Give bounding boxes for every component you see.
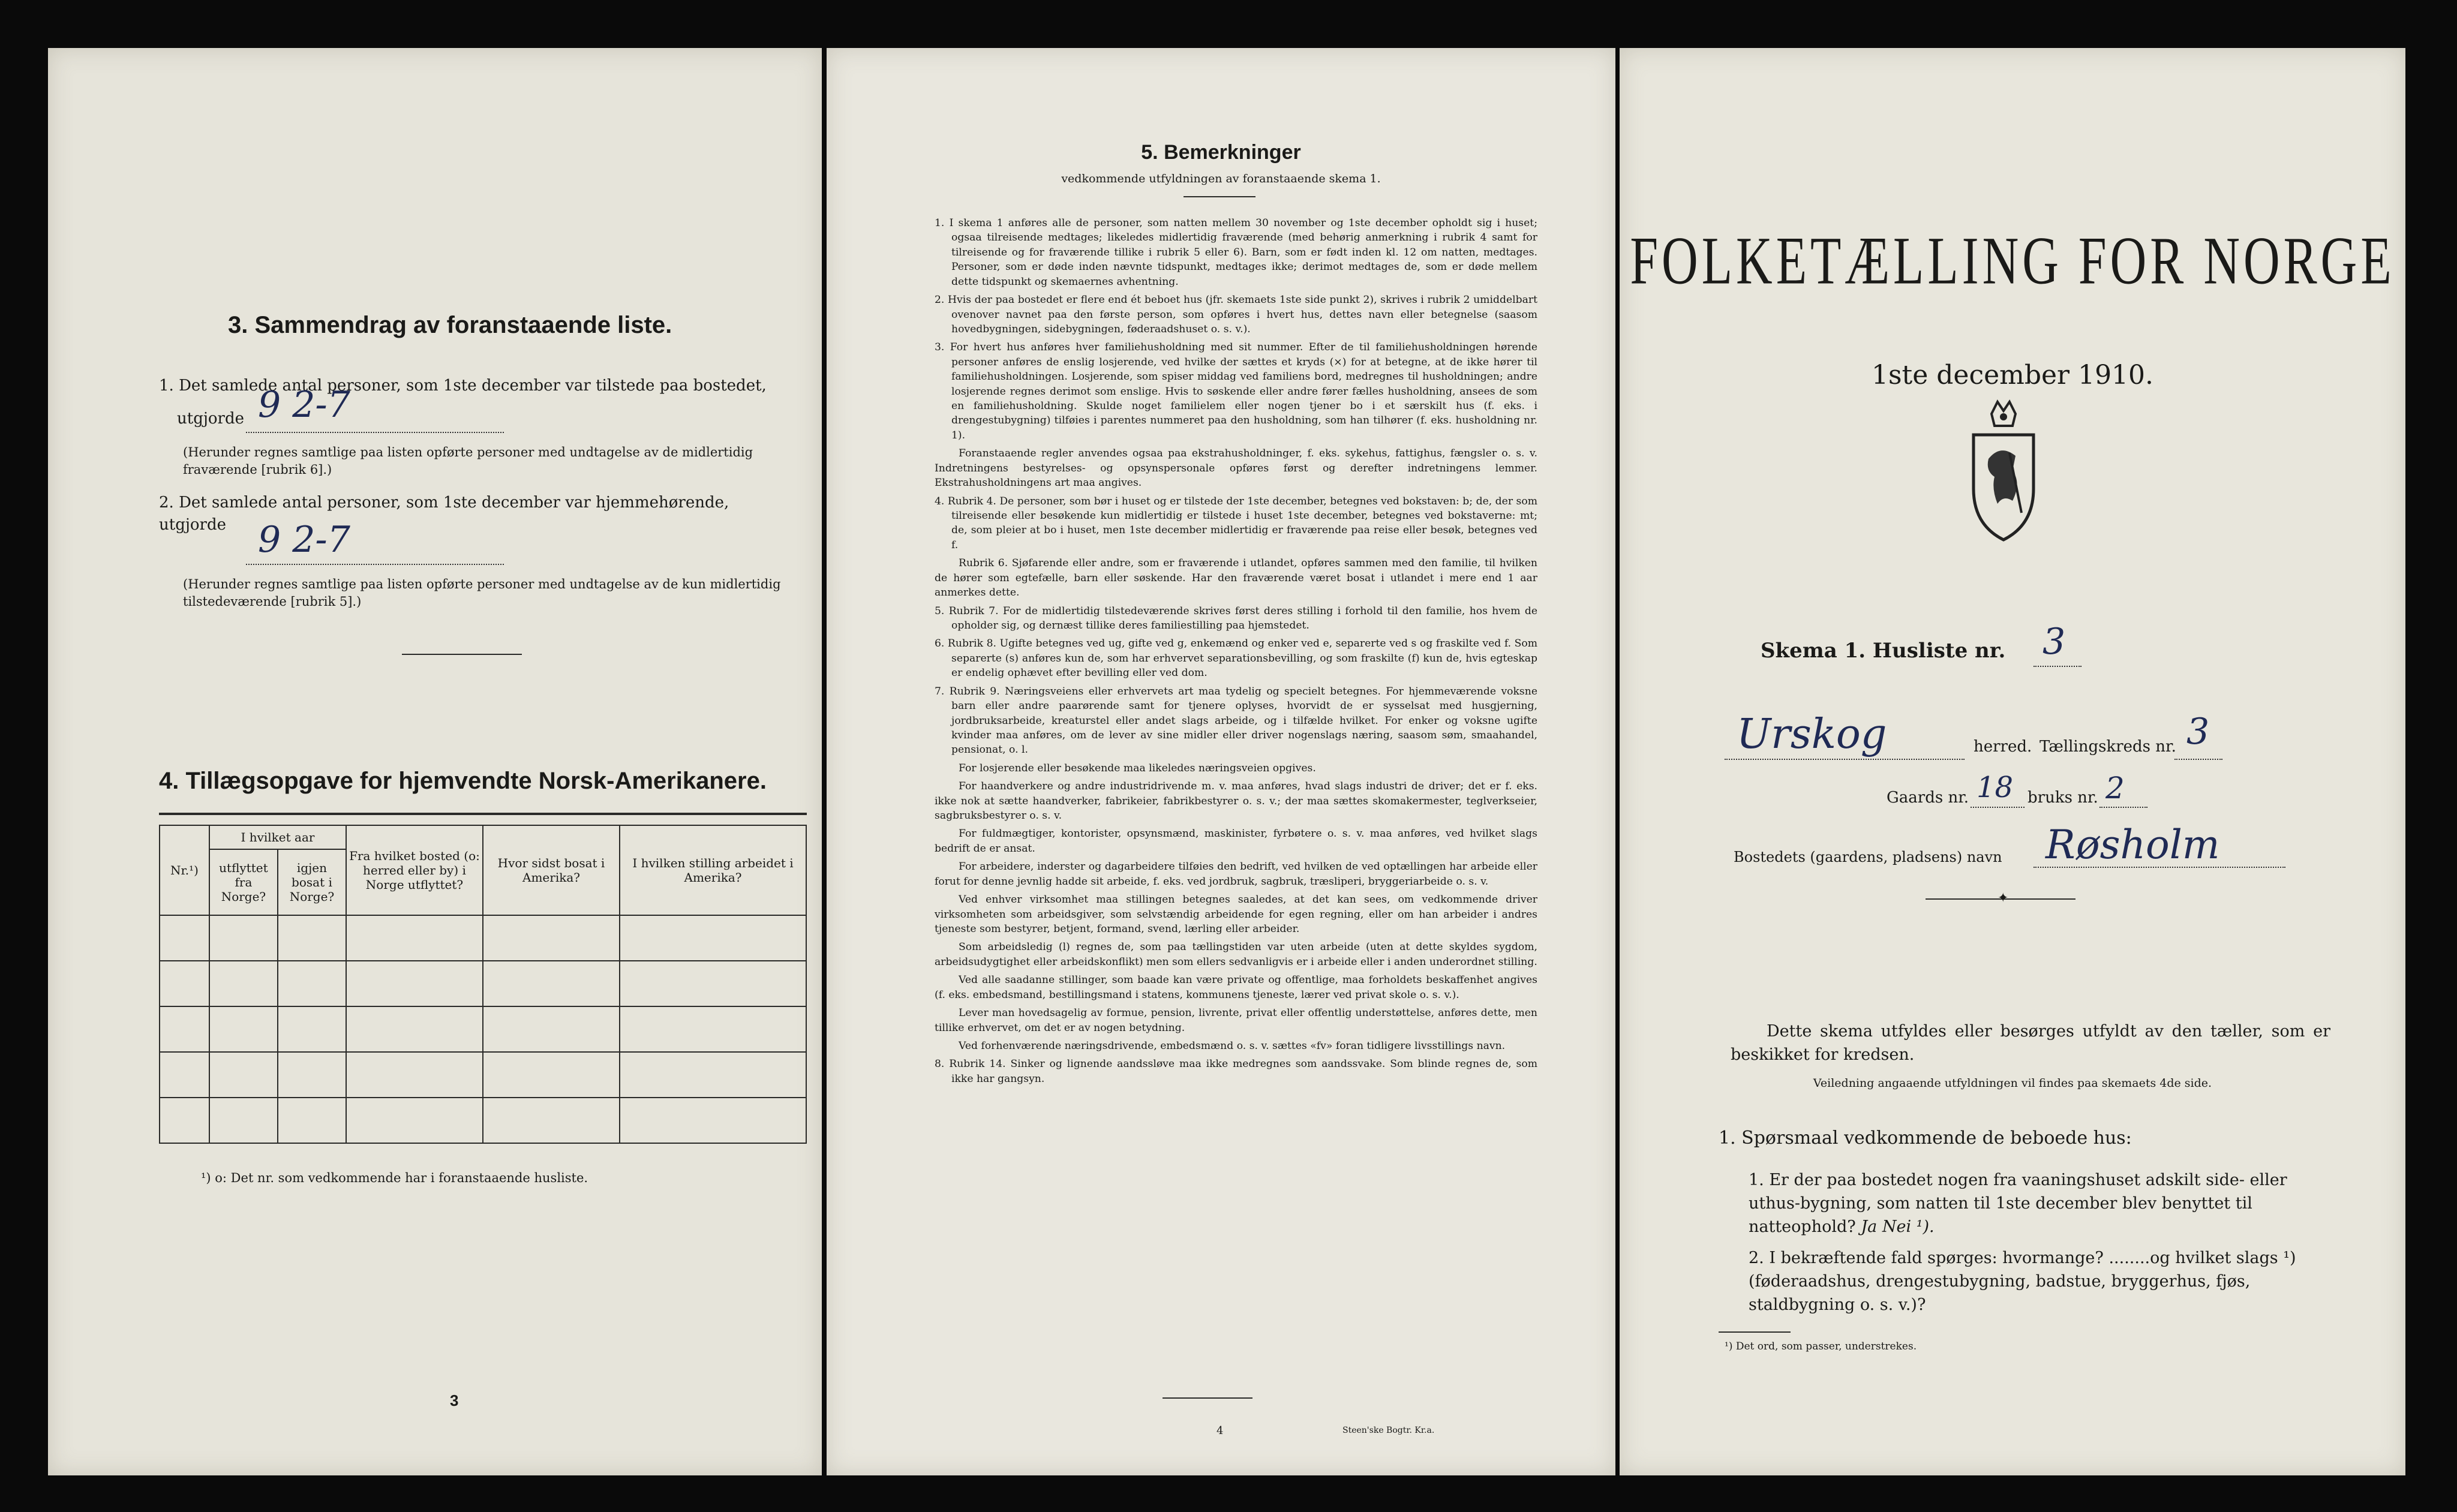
census-title: FOLKETÆLLING FOR NORGE	[1630, 223, 2395, 299]
bosted-line	[2034, 867, 2285, 868]
remark-paragraph: Ved enhver virksomhet maa stillingen betegnes saaledes, at det kan sees, om vedkommende driver virksomheten som arbeidsgiver, som selvstændig arbeidende for egen regning, eller om han arbeider i andres tjeneste som bestyrer, betjent, formand, svend, lærling eller arbeider.	[935, 894, 1537, 935]
remarks-list	[935, 216, 1537, 1090]
summary-item-1	[159, 375, 789, 397]
table-footnote: ¹) o: Det nr. som vedkommende har i foranstaaende husliste.	[201, 1171, 588, 1185]
bemerkninger-subtitle: vedkommende utfyldningen av foranstaaende skema 1.	[1061, 172, 1381, 185]
remark-paragraph: Foranstaaende regler anvendes ogsaa paa ekstrahusholdninger, f. eks. sykehus, fattighus, fængsler o. s. v. Indretningens bestyrelses- og opsynspersonale opføres først og derefter indretningens lemmer. Ekstrahusholdningens art maa angives.	[935, 447, 1537, 489]
remark-paragraph: 4. Rubrik 4. De personer, som bør i huset og er tilstede der 1ste december, betegnes ved bokstaven: b; de, der som tilreisende eller besøkende kun midlertidig er tilstede i huset 1ste december, betegnes ved bokstaverne: mt; de, som pleier at bo i huset, men 1ste december midlertidig er fraværende paa reise eller besøk, betegnes ved f.	[935, 495, 1537, 551]
footnote-divider	[1719, 1331, 1791, 1333]
col-hvor: Hvor sidst bosat i Amerika?	[483, 825, 620, 915]
kreds-line	[2174, 759, 2222, 760]
section3-title: 3. Sammendrag av foranstaaende liste.	[228, 312, 672, 338]
gaards-value: 18	[1977, 771, 2014, 804]
remark-paragraph: 8. Rubrik 14. Sinker og lignende aandssløve maa ikke medregnes som aandssvake. Som blinde regnes de, som ikke har gangsyn.	[935, 1058, 1537, 1085]
col-fra: Fra hvilket bosted (o: herred eller by) i Norge utflyttet?	[346, 825, 483, 915]
table-row	[160, 1006, 806, 1052]
divider	[402, 654, 522, 655]
item2-text: 2. Det samlede antal personer, som 1ste december var hjemmehørende, utgjorde	[159, 494, 729, 534]
table-top-rule	[159, 813, 807, 815]
ornament-icon: ✦	[1998, 891, 2009, 906]
title-divider	[1184, 196, 1255, 197]
page-left	[48, 48, 822, 1475]
remark-paragraph: Rubrik 6. Sjøfarende eller andre, som er fraværende i utlandet, opføres sammen med den familie, til hvilken de hører som egtefælle, barn eller søskende. Har den fraværende været bosat i utlandet i mere end 1 aar anmerkes dette.	[935, 557, 1537, 599]
page-number-3: 3	[450, 1391, 459, 1409]
footnote: ¹) Det ord, som passer, understrekes.	[1725, 1340, 1917, 1352]
col-stilling: I hvilken stilling arbeidet i Amerika?	[620, 825, 806, 915]
table-row	[160, 961, 806, 1006]
census-date: 1ste december 1910.	[1871, 360, 2154, 390]
herred-value: Urskog	[1737, 711, 1887, 758]
remark-paragraph: 7. Rubrik 9. Næringsveiens eller erhvervets art maa tydelig og specielt betegnes. For hjemmeværende voksne barn eller andre paarørende samt for tjenere oplyses, hvorvidt de er sysselsat med husgjerning, jordbruksarbeide, kreaturstel eller andet slags arbeide, og i tilfælde hvilket. For enker og voksne ugifte kvinder maa anføres, om de lever av sine midler eller driver nogenslags næring, saasom søm, smaahandel, pensionat, o. l.	[935, 685, 1537, 756]
herred-line	[1725, 759, 1965, 760]
printer-mark: Steen'ske Bogtr. Kr.a.	[1342, 1426, 1435, 1435]
item1-dotted-line	[246, 432, 504, 433]
item2-note: (Herunder regnes samtlige paa listen opførte personer med undtagelse av de kun midlertidig tilstedeværende [rubrik 5].)	[183, 577, 781, 609]
question-1	[1749, 1168, 2324, 1239]
col-igjen: igjen bosat i Norge?	[278, 849, 346, 915]
remark-paragraph: Som arbeidsledig (l) regnes de, som paa tællingstiden var uten arbeide (uten at dette skyldes sygdom, arbeidsudygtighet eller arbeidskonflikt) men som ellers sedvanligvis er i arbeide eller i anden underordnet stilling.	[935, 941, 1537, 968]
skema-label: Skema 1. Husliste nr.	[1761, 639, 2006, 663]
norsk-amerikaner-table	[159, 825, 807, 1144]
bosted-label: Bostedets (gaardens, pladsens) navn	[1734, 849, 2002, 865]
husliste-number: 3	[2043, 621, 2066, 663]
section4-title: 4. Tillægsopgave for hjemvendte Norsk-Amerikanere.	[159, 768, 767, 794]
remark-paragraph: Ved forhenværende næringsdrivende, embedsmænd o. s. v. sættes «fv» foran tidligere livsstillings navn.	[959, 1039, 1506, 1052]
table-row	[160, 1098, 806, 1143]
item1-utgjorde: utgjorde	[177, 410, 245, 428]
page-right	[1620, 48, 2405, 1475]
remark-paragraph: For arbeidere, inderster og dagarbeidere tilføies den bedrift, ved hvilken de ved optællingen har arbeide eller forut for denne jevnlig hadde sit arbeide, f. eks. ved jordbruk, sagbruk, træsliperi, bryggeriarbeide o. s. v.	[935, 861, 1537, 888]
kreds-value: 3	[2186, 711, 2210, 753]
herred-label: herred.	[1974, 738, 2032, 756]
bruks-line	[2099, 807, 2147, 808]
remark-paragraph: 1. I skema 1 anføres alle de personer, som natten mellem 30 november og 1ste december opholdt sig i huset; ogsaa tilreisende medtages; likeledes midlertidig fraværende (med behørig anmerkning i rubrik 4 samt for tilreisende og for fraværende tillike i rubrik 5 eller 6). Barn, som er født inden kl. 12 om natten, medtages. Personer, som er døde inden nævnte tidspunkt, medtages ikke; derimot medtages de, som er døde mellem dette tidspunkt og skemaernes avhentning.	[935, 217, 1537, 288]
coat-of-arms-icon	[1965, 399, 2043, 543]
gaards-label: Gaards nr.	[1887, 789, 1969, 807]
remark-paragraph: 5. Rubrik 7. For de midlertidig tilstedeværende skrives først deres stilling i forhold til den familie, hos hvem de opholder sig, og dernæst tillike deres familiestilling paa hjemstedet.	[935, 605, 1537, 632]
page-number-4: 4	[1217, 1424, 1224, 1437]
item1-text: 1. Det samlede antal personer, som 1ste december var tilstede paa bostedet,	[159, 377, 767, 395]
table-row	[160, 915, 806, 961]
remark-paragraph: For haandverkere og andre industridrivende m. v. maa anføres, hvad slags industri de driver; det er f. eks. ikke nok at sætte haandverker, fabrikeier, fabrikbestyrer o. s. v.; der maa sættes skomakermester, teglverkseier, sagbruksbestyrer o. s. v.	[935, 780, 1537, 822]
col-utflyttet: utflyttet fra Norge?	[209, 849, 278, 915]
item1-handwritten-value: 9 2-7	[258, 384, 350, 426]
remark-paragraph: Lever man hovedsagelig av formue, pension, livrente, privat eller offentlig understøttelse, anføres dette, men tillike erhvervet, om det er av nogen betydning.	[935, 1007, 1537, 1034]
item2-handwritten-value: 9 2-7	[258, 519, 350, 561]
item2-dotted-line	[246, 564, 504, 565]
kreds-label: Tællingskreds nr.	[2040, 738, 2176, 756]
bosted-value: Røsholm	[2046, 822, 2220, 868]
page-middle	[827, 48, 1615, 1475]
question-1-text: 1. Er der paa bostedet nogen fra vaaningshuset adskilt side- eller uthus-bygning, som natten til 1ste december blev benyttet til natteophold?	[1749, 1171, 2287, 1237]
questions-heading: 1. Spørsmaal vedkommende de beboede hus:	[1719, 1128, 2132, 1149]
remark-paragraph: 6. Rubrik 8. Ugifte betegnes ved ug, gifte ved g, enkemænd og enker ved e, separerte ved s og fraskilte ved f. Som separerte (s) anføres kun de, som har erhvervet separationsbevilling, og som fraskilte (f) kun de, hvis egteskap er endelig ophævet efter bevilling eller ved dom.	[935, 638, 1537, 680]
remark-paragraph: For fuldmægtiger, kontorister, opsynsmænd, maskinister, fyrbøtere o. s. v. maa anføres, ved hvilket slags bedrift de er ansat.	[935, 828, 1537, 855]
bemerkninger-title: 5. Bemerkninger	[1141, 141, 1301, 164]
gaards-line	[1971, 807, 2025, 808]
question-2: 2. I bekræftende fald spørges: hvormange? ........og hvilket slags ¹) (føderaadshus, drengestubygning, badstue, bryggerhus, fjøs, staldbygning o. s. v.)?	[1749, 1249, 2296, 1315]
remark-paragraph: 3. For hvert hus anføres hver familiehusholdning med sit nummer. Efter de til familiehusholdningen hørende personer anføres de enslig losjerende, ved hvilke der sættes et kryds (×) for at betegne, at de ikke hører til familiehusholdningen. Losjerende, som spiser middag ved familiens bord, medregnes til husholdningen; andre losjerende regnes derimot som enslige. Hvis to søskende eller andre fører fælles husholdning, ansees de som en familiehusholdning. Skulde noget familielem eller nogen tjener bo i et særskilt hus (f. eks. i drengestubygning) tilføies i parentes nummeret paa den husholdning, som han tilhører (f. eks. husholdning nr. 1).	[935, 341, 1537, 441]
item1-note: (Herunder regnes samtlige paa listen opførte personer med undtagelse av de midlertidig fraværende [rubrik 6].)	[183, 445, 753, 477]
remark-paragraph: For losjerende eller besøkende maa likeledes næringsveien opgives.	[959, 762, 1316, 774]
bruks-label: bruks nr.	[2028, 789, 2098, 807]
remark-paragraph: Ved alle saadanne stillinger, som baade kan være private og offentlige, maa forholdets beskaffenhet angives (f. eks. embedsmand, bestillingsmand i statens, kommunens tjeneste, lærer ved privat skole o. s. v.).	[935, 974, 1537, 1001]
table-row	[160, 1052, 806, 1098]
col-nr: Nr.¹)	[160, 825, 209, 915]
intro-text: Dette skema utfyldes eller besørges utfyldt av den tæller, som er beskikket for kredsen.	[1731, 1022, 2330, 1065]
remark-paragraph: 2. Hvis der paa bostedet er flere end ét beboet hus (jfr. skemaets 1ste side punkt 2), skrives i rubrik 2 umiddelbart ovenover navnet paa den første person, som opføres i hvert hus, dettes navn eller betegnelse (saasom hovedbygningen, sidebygningen, føderaadshuset o. s. v.).	[935, 294, 1537, 335]
intro-small: Veiledning angaaende utfyldningen vil findes paa skemaets 4de side.	[1813, 1077, 2212, 1090]
col-group-aar: I hvilket aar	[209, 825, 346, 849]
bruks-value: 2	[2105, 771, 2125, 805]
bottom-divider	[1163, 1397, 1252, 1399]
husliste-line	[2034, 666, 2081, 667]
question-1-answer: Ja Nei ¹).	[1861, 1218, 1935, 1237]
